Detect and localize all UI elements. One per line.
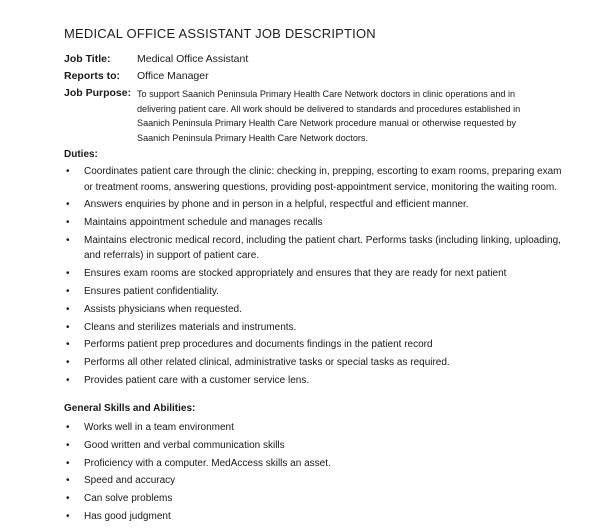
bullet-icon: • bbox=[66, 303, 70, 315]
duty-text: Provides patient care with a customer service lens. bbox=[84, 374, 310, 386]
duty-item bbox=[64, 164, 562, 195]
duty-text: Maintains appointment schedule and manages recalls bbox=[84, 217, 323, 229]
job-purpose-label: Job Purpose: bbox=[64, 87, 132, 99]
bullet-icon: • bbox=[66, 285, 70, 297]
duty-text: Performs all other related clinical, administrative tasks or special tasks as required. bbox=[84, 357, 450, 369]
duty-item bbox=[64, 215, 544, 231]
job-purpose-line: delivering patient care. All work should be delivered to standards and procedures established in bbox=[137, 103, 521, 114]
reports-to-label: Reports to: bbox=[64, 70, 120, 82]
skill-text: Proficiency with a computer. MedAccess skills an asset. bbox=[84, 457, 331, 469]
duty-item bbox=[64, 355, 544, 371]
duty-text: Cleans and sterilizes materials and instruments. bbox=[84, 321, 297, 333]
duty-text: Ensures patient confidentiality. bbox=[84, 285, 219, 297]
duty-text: Assists physicians when requested. bbox=[84, 303, 242, 315]
skill-item bbox=[64, 509, 544, 525]
duty-text: Performs patient prep procedures and documents findings in the patient record bbox=[84, 339, 433, 351]
bullet-icon: • bbox=[66, 422, 70, 433]
bullet-icon: • bbox=[66, 493, 70, 505]
duty-text: Answers enquiries by phone and in person in a helpful, respectful and efficient manner. bbox=[84, 199, 469, 211]
bullet-icon: • bbox=[66, 268, 70, 280]
job-title-value: Medical Office Assistant bbox=[137, 53, 249, 65]
bullet-icon: • bbox=[66, 166, 70, 177]
title-text: MEDICAL OFFICE ASSISTANT JOB DESCRIPTION bbox=[64, 26, 376, 41]
skill-item bbox=[64, 438, 544, 454]
duty-item bbox=[64, 233, 561, 264]
skill-item bbox=[64, 473, 544, 489]
duty-item bbox=[64, 320, 544, 336]
skill-item bbox=[64, 420, 544, 436]
bullet-icon: • bbox=[66, 217, 70, 229]
duties-list bbox=[64, 164, 562, 391]
bullet-icon: • bbox=[66, 439, 70, 451]
bullet-icon: • bbox=[66, 321, 70, 333]
skill-item bbox=[64, 491, 544, 507]
duties-heading: Duties: bbox=[64, 149, 98, 160]
bullet-icon: • bbox=[66, 475, 70, 487]
bullet-icon: • bbox=[66, 374, 70, 386]
duty-item bbox=[64, 337, 544, 353]
duty-item bbox=[64, 266, 544, 282]
bullet-icon: • bbox=[66, 199, 70, 211]
skill-item bbox=[64, 456, 544, 472]
bullet-icon: • bbox=[66, 339, 70, 351]
reports-to-value: Office Manager bbox=[137, 70, 209, 82]
bullet-icon: • bbox=[66, 234, 70, 246]
bullet-icon: • bbox=[66, 457, 70, 469]
bullet-icon: • bbox=[66, 510, 70, 522]
job-title-label: Job Title: bbox=[64, 53, 111, 65]
job-purpose-text bbox=[137, 87, 542, 145]
skill-text: Good written and verbal communication skills bbox=[84, 439, 285, 451]
skill-text: Speed and accuracy bbox=[84, 475, 176, 487]
duty-item bbox=[64, 373, 544, 389]
skill-text: Has good judgment bbox=[84, 510, 171, 522]
duty-item bbox=[64, 284, 544, 300]
duty-text: and referrals) in support of patient care. bbox=[84, 250, 260, 262]
document-title bbox=[64, 26, 376, 41]
bullet-icon: • bbox=[66, 357, 70, 369]
duty-item bbox=[64, 302, 544, 318]
job-purpose-line: Saanich Peninsula Primary Health Care Network procedure manual or otherwise requested by bbox=[137, 118, 517, 128]
duty-text: Maintains electronic medical record, including the patient chart. Performs tasks (including linking, uploading, bbox=[84, 234, 561, 246]
skills-heading: General Skills and Abilities: bbox=[64, 403, 196, 414]
skill-text: Can solve problems bbox=[84, 493, 173, 505]
duty-text: Coordinates patient care through the clinic: checking in, prepping, escorting to exam rooms, preparing exam bbox=[84, 166, 562, 177]
skill-text: Works well in a team environment bbox=[84, 422, 234, 433]
duty-text: or treatment rooms, answering questions, providing post-appointment service, monitoring the waiting room. bbox=[84, 181, 558, 193]
job-purpose-line: Saanich Peninsula Primary Health Care Network doctors. bbox=[137, 132, 368, 143]
job-purpose-line: To support Saanich Peninsula Primary Health Care Network doctors in clinic operations and in bbox=[137, 89, 516, 99]
duty-text: Ensures exam rooms are stocked appropriately and ensures that they are ready for next patient bbox=[84, 268, 507, 280]
duty-item bbox=[64, 197, 544, 213]
skills-list bbox=[64, 420, 544, 527]
